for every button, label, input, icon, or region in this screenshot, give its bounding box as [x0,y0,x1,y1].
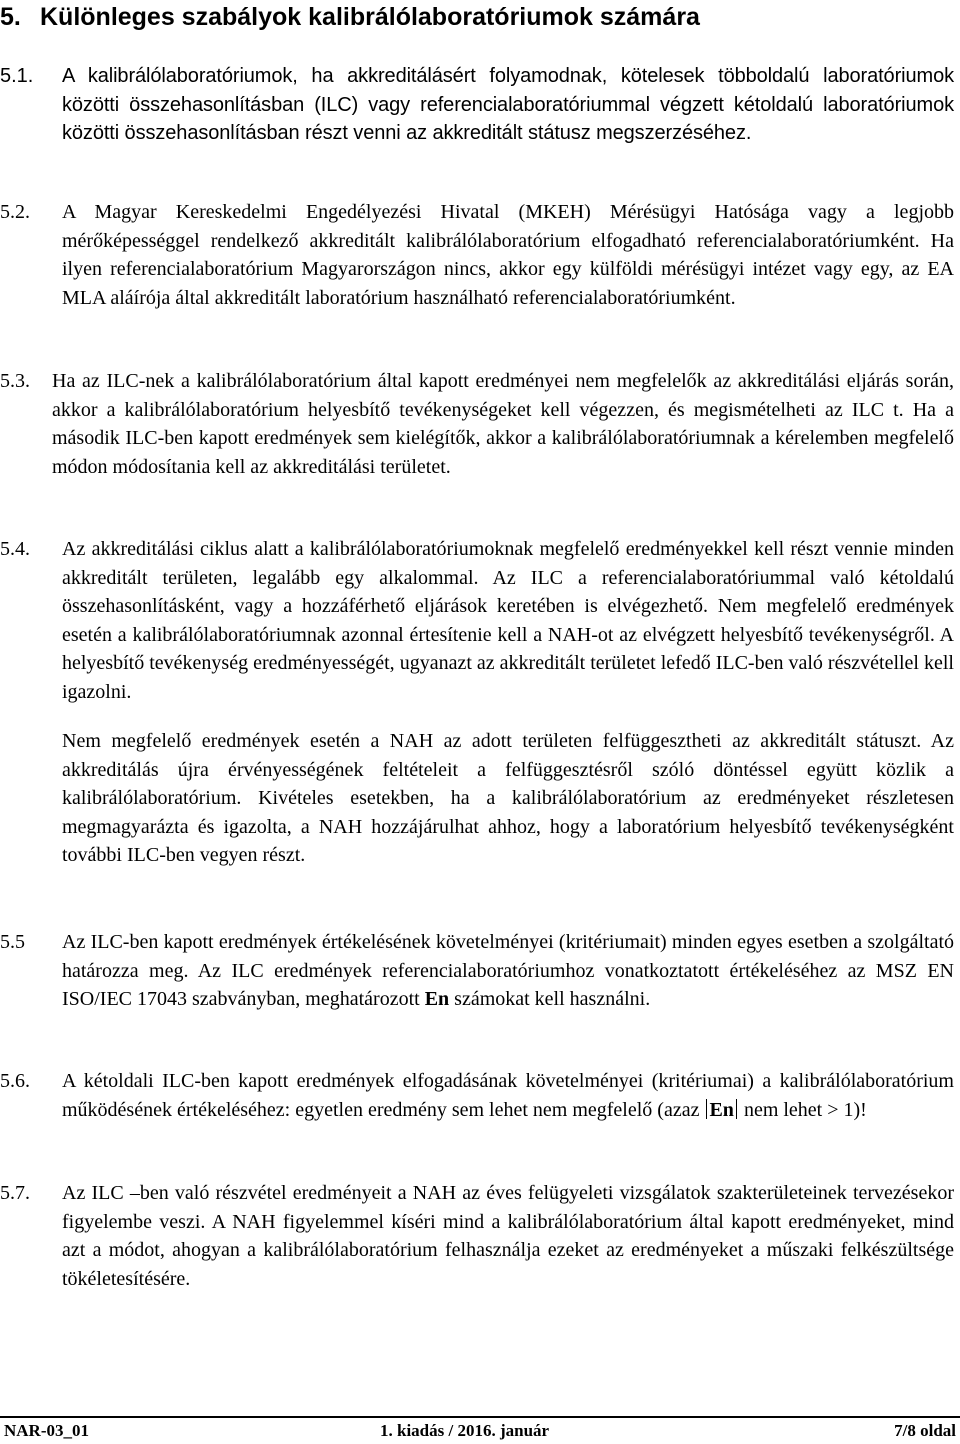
section-text [62,928,954,1014]
en-symbol: En [709,1098,734,1121]
section-text-tail: nem lehet > 1)! [743,1098,867,1121]
section-5-5 [0,928,960,1014]
section-5-4 [0,535,960,870]
footer-page-number: 7/8 oldal [894,1421,956,1440]
section-heading [0,2,960,32]
section-text-main: A kétoldali ILC-ben kapott eredmények elfogadásának követelményei (kritériumai) a kalibrálólaboratórium működésének értékeléséhez: egyetlen eredmény sem lehet nem megfelelő (azaz [62,1070,954,1121]
section-text [62,1067,954,1124]
section-text: Az ILC –ben való részvétel eredményeit a NAH az éves felügyeleti vizsgálatok szakterületeinek tervezésekor figyelembe veszi. A NAH figyelemmel kíséri mind a kalibrálólaboratórium által kapott eredményeket, mind azt a módot, ahogyan a kalibrálólaboratórium felhasználja ezeket az eredményeket a műszaki felkészültsége tökéletesítésére. [62,1182,954,1290]
section-number: 5.5 [0,931,25,953]
section-5-7 [0,1179,960,1293]
section-number: 5.7. [0,1182,30,1204]
abs-bar-right [736,1099,737,1119]
section-number: 5.3. [0,370,30,392]
heading-title: Különleges szabályok kalibrálólaboratóriumok számára [40,3,700,31]
en-symbol: En [424,988,450,1010]
section-5-6 [0,1067,960,1124]
section-text: Az akkreditálási ciklus alatt a kalibrálólaboratóriumoknak megfelelő eredményekkel kell részt vennie minden akkreditált területen, legalább egy alkalommal. Az ILC a referencialaboratóriummal való kétoldalú összehasonlításként, vagy a hozzáférhető eljárások keretében is elvégezhető. Nem megfelelő eredmények esetén a kalibrálólaboratóriumnak azonnal értesítenie kell a NAH-ot az elvégzett helyesbítő tevékenységről. A helyesbítő tevékenység eredményességét, ugyanazt az akkreditált területet lefedő ILC-ben való részvétellel kell igazolni. [62,538,954,703]
section-5-2 [0,198,960,312]
section-text: A Magyar Kereskedelmi Engedélyezési Hivatal (MKEH) Mérésügyi Hatósága vagy a legjobb mérőképességgel rendelkező akkreditált kalibrálólaboratórium elfogadható referencialaboratóriumként. Ha ilyen referencialaboratórium Magyarországon nincs, akkor egy külföldi mérésügyi intézet vagy egy, az EA MLA aláírója által akkreditált laboratórium használható referencialaboratóriumként. [62,201,954,309]
section-text: A kalibrálólaboratóriumok, ha akkreditálásért folyamodnak, kötelesek többoldalú laboratóriumok közötti összehasonlításban (ILC) vagy referencialaboratóriummal végzett kétoldalú laboratóriumok közötti összehasonlításban részt venni az akkreditált státusz megszerzéséhez. [62,65,954,144]
section-number: 5.6. [0,1070,30,1092]
section-text-continued: Nem megfelelő eredmények esetén a NAH az adott területen felfüggesztheti az akkreditált státuszt. Az akkreditálás újra érvényességének feltételeit a felfüggesztésről szóló döntéssel együtt közlik a kalibrálólaboratórium. Kivételes esetekben, ha a kalibrálólaboratórium az eredményeket részletesen megmagyarázta és igazolta, a NAH hozzájárulhat ahhoz, hogy a laboratórium helyesbítő tevékenységként további ILC-ben vegyen részt. [62,730,954,866]
section-5-1 [0,62,960,148]
footer-doc-id: NAR-03_01 [4,1421,89,1440]
section-number: 5.2. [0,201,30,223]
footer-divider [0,1416,960,1418]
abs-bar-left [706,1099,707,1119]
section-5-3 [0,367,960,481]
section-text-main: Az ILC-ben kapott eredmények értékelésének követelményei (kritériumait) minden egyes esetben a szolgáltató határozza meg. Az ILC eredmények referencialaboratóriumhoz vonatkoztatott értékeléséhez az MSZ EN ISO/IEC 17043 szabványban, meghatározott [62,931,954,1010]
section-number: 5.1. [0,65,34,87]
footer-edition: 1. kiadás / 2016. január [380,1421,550,1440]
heading-number: 5. [0,3,21,31]
section-text: Ha az ILC-nek a kalibrálólaboratórium által kapott eredményei nem megfelelők az akkreditálási eljárás során, akkor a kalibrálólaboratórium helyesbítő tevékenységeket kell végezzen, és megismételheti az ILC t. Ha a második ILC-ben kapott eredmények sem kielégítők, akkor a kalibrálólaboratóriumnak a kérelemben megfelelő módon módosítania kell az akkreditálási területet. [52,370,954,478]
section-text-tail: számokat kell használni. [454,988,651,1010]
page-footer [0,1420,960,1442]
section-number: 5.4. [0,538,30,560]
